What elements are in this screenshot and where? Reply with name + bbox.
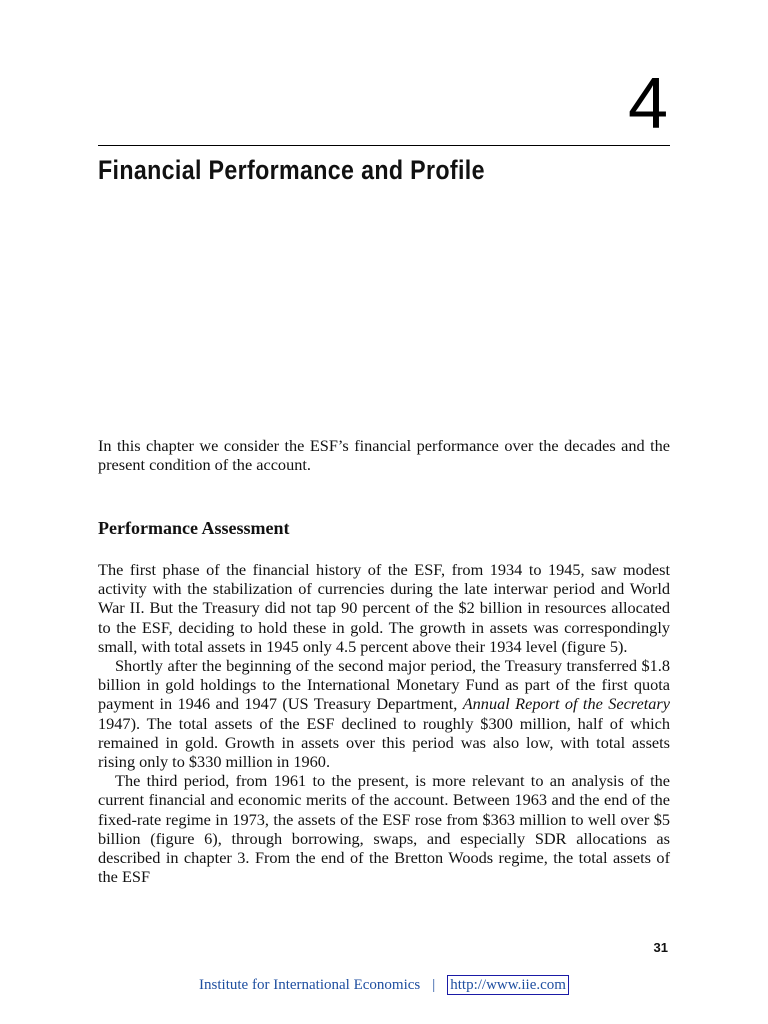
body-paragraph-2-part-1: Shortly after the beginning of the second major period, the Treasury transferred $1.8 billion in gold holdings to the International Monetary Fund as part of the first quota payment in 1946 and 1947 (US Treasury Department, xyxy=(98,656,670,714)
chapter-title: Financial Performance and Profile xyxy=(98,155,485,185)
intro-paragraph: In this chapter we consider the ESF’s financial performance over the decades and the present condition of the account. xyxy=(98,436,670,475)
body-paragraph-1: The first phase of the financial history of the ESF, from 1934 to 1945, saw modest activity with the stabilization of currencies during the late interwar period and World War II. But the Treasury did not tap 90 percent of the $2 billion in resources allocated to the ESF, deciding to hold these in gold. The growth in assets was correspondingly small, with total assets in 1945 only 4.5 percent above their 1934 level (figure 5). xyxy=(98,560,670,656)
section-heading: Performance Assessment xyxy=(98,518,290,538)
chapter-rule xyxy=(98,145,670,146)
body-paragraph-2 xyxy=(98,656,670,771)
footer-website-link[interactable]: http://www.iie.com xyxy=(447,975,569,995)
footer-separator: | xyxy=(432,977,436,993)
footer-publisher: Institute for International Economics xyxy=(199,977,421,993)
page-number: 31 xyxy=(653,940,668,955)
body-paragraph-3: The third period, from 1961 to the present, is more relevant to an analysis of the current financial and economic merits of the account. Between 1963 and the end of the fixed-rate regime in 1973, the assets of the ESF rose from $363 million to well over $5 billion (figure 6), through borrowing, swaps, and especially SDR allocations as described in chapter 3. From the end of the Bretton Woods regime, the total assets of the ESF xyxy=(98,771,670,887)
publication-title: Annual Report of the Secretary xyxy=(462,694,670,714)
footer xyxy=(0,975,768,995)
body-paragraph-2-part-2: 1947). The total assets of the ESF declined to roughly $300 million, half of which remained in gold. Growth in assets over this period was also low, with total assets rising only to $330 million in 1960. xyxy=(98,713,670,772)
chapter-number: 4 xyxy=(627,64,668,144)
section-body xyxy=(98,560,670,886)
